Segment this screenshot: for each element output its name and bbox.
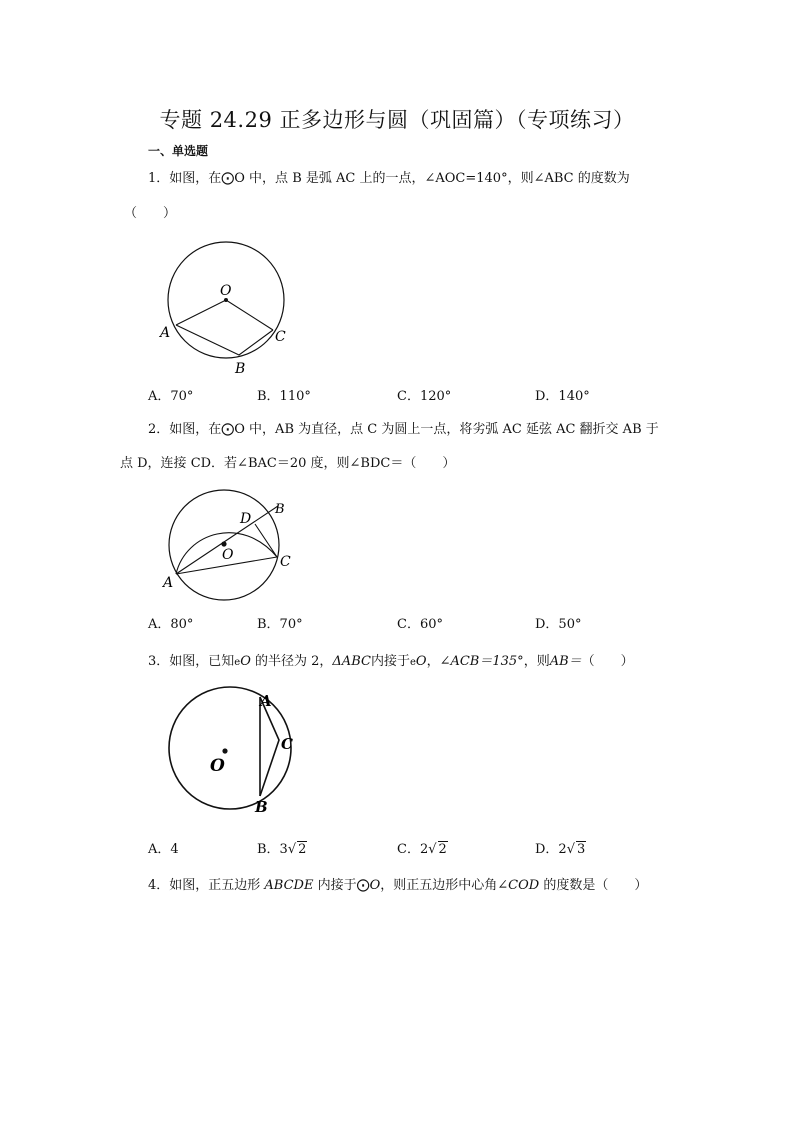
label-a: A <box>160 325 171 341</box>
question-2-text-line1: 2．如图，在⨀O 中，AB 为直径，点 C 为圆上一点，将劣弧 AC 延弦 AC 翻折交 AB 于 <box>148 422 659 437</box>
q3-pre: 3．如图，已知 <box>148 654 235 669</box>
q3-option-b <box>257 838 307 857</box>
q3-o-2: O <box>415 654 427 669</box>
q1-option-c: C．120° <box>397 389 452 404</box>
label-o: O <box>222 547 234 563</box>
label-a: A <box>163 575 174 591</box>
label-c: C <box>281 735 293 753</box>
chords-ac-cb <box>260 697 279 796</box>
q4-mid2: ，则正五边形中心角∠ <box>380 878 509 893</box>
sqrt-symbol: √ <box>566 842 575 857</box>
q3-mid3: ，则 <box>523 654 550 669</box>
label-o: O <box>210 756 225 776</box>
chords-ab-bc <box>176 325 273 355</box>
label-c: C <box>280 554 291 570</box>
q3-option-d-radicand: 3 <box>577 842 586 857</box>
question-1-text: 1．如图，在⨀O 中，点 B 是弧 AC 上的一点，∠AOC=140°，则∠ABC 的度数为 <box>148 171 630 186</box>
diameter-ab <box>176 506 278 574</box>
q3-option-d-prefix: D．2 <box>535 842 567 857</box>
q2-option-a: A．80° <box>148 617 194 632</box>
question-2-text-line2: 点 D，连接 CD．若∠BAC＝20 度，则∠BDC＝（ ） <box>120 456 456 471</box>
q4-post: 的度数是（ ） <box>539 878 648 893</box>
q3-option-c-radicand: 2 <box>438 842 447 857</box>
label-c: C <box>275 329 286 345</box>
question-2-figure <box>160 487 300 602</box>
q3-sep: ， <box>426 654 440 669</box>
circle-o <box>169 687 291 809</box>
label-b: B <box>235 361 246 377</box>
question-3-figure <box>168 687 303 817</box>
q4-o: O <box>369 878 381 893</box>
question-4-text <box>148 874 647 893</box>
q3-circle-symbol: e <box>234 657 241 668</box>
q4-pre: 4．如图，正五边形 <box>148 878 265 893</box>
sqrt-symbol: √ <box>428 842 437 857</box>
q4-angle: COD <box>508 878 540 893</box>
q2-option-d: D．50° <box>535 617 582 632</box>
q4-mid: 内接于⨀ <box>313 878 370 893</box>
q1-option-b: B．110° <box>257 389 311 404</box>
q3-option-c <box>397 838 448 857</box>
q4-polygon: ABCDE <box>264 878 314 893</box>
q3-option-a: A．4 <box>148 842 179 857</box>
question-1-figure <box>160 232 300 377</box>
label-b: B <box>275 502 285 517</box>
label-d: D <box>240 511 252 527</box>
page-title: 专题 24.29 正多边形与圆（巩固篇）（专项练习） <box>159 108 635 132</box>
q1-option-a: A．70° <box>148 389 194 404</box>
q3-option-b-prefix: B．3 <box>257 842 288 857</box>
center-point <box>222 748 227 753</box>
section-heading: 一、单选题 <box>148 144 209 158</box>
q3-option-b-radicand: 2 <box>298 842 307 857</box>
radii-oa-oc <box>176 300 273 330</box>
q2-option-b: B．70° <box>257 617 303 632</box>
q3-o: O <box>240 654 251 669</box>
q1-option-d: D．140° <box>535 389 590 404</box>
q3-triangle: ΔABC <box>332 654 371 669</box>
q3-mid2: 内接于 <box>370 654 410 669</box>
question-1-answer-blank: （ ） <box>124 206 177 221</box>
label-o: O <box>220 283 232 299</box>
q3-ab: AB＝ <box>549 654 582 669</box>
q3-option-c-prefix: C．2 <box>397 842 429 857</box>
q3-circle-symbol-2: e <box>409 657 416 668</box>
label-a: A <box>260 692 272 710</box>
question-3-text <box>148 650 634 669</box>
label-b: B <box>255 798 268 816</box>
q3-angle: ∠ACB＝135° <box>439 654 524 669</box>
q3-option-d <box>535 838 586 857</box>
q3-mid1: 的半径为 2， <box>250 654 333 669</box>
q3-answer-blank: （ ） <box>581 654 634 669</box>
q2-option-c: C．60° <box>397 617 443 632</box>
sqrt-symbol: √ <box>287 842 297 857</box>
